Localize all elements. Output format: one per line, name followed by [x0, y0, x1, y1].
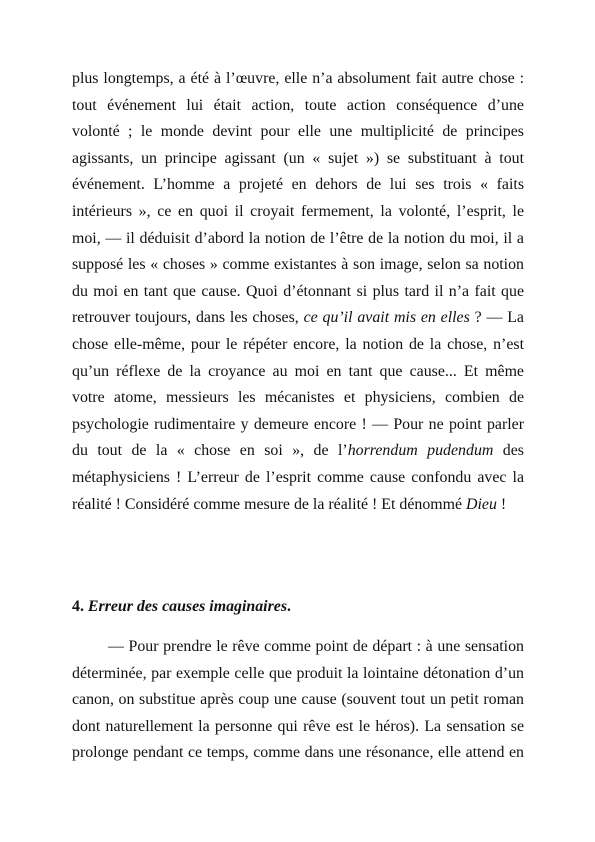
section-number: 4.	[72, 598, 84, 615]
text-line: supposé les « choses » comme existantes à son image, selon sa notion	[72, 256, 524, 274]
text-line	[72, 492, 524, 519]
text-line: canon, on substitue après coup une cause (souvent tout un petit roman	[72, 691, 524, 709]
text-run: du tout de la « chose en soi », de l’	[72, 442, 348, 460]
italic-phrase: ce qu’il avait mis en elles	[303, 309, 470, 327]
text-line: intérieurs », ce en quoi il croyait fermement, la volonté, l’esprit, le	[72, 202, 524, 220]
text-run: !	[496, 495, 507, 513]
text-line: volonté ; le monde devint pour elle une multiplicité de principes	[72, 123, 524, 141]
text-line: du moi en tant que cause. Quoi d’étonnant si plus tard il n’a fait que	[72, 282, 524, 300]
section-title: Erreur des causes imaginaires	[87, 598, 288, 615]
text-line: psychologie rudimentaire y demeure encore ! — Pour ne point parler	[72, 415, 524, 433]
text-run: des	[493, 442, 524, 460]
section-heading-end: .	[287, 598, 291, 615]
italic-phrase: Dieu	[466, 495, 497, 513]
text-line	[72, 438, 524, 465]
section-heading	[72, 594, 291, 621]
italic-phrase: horrendum pudendum	[347, 442, 494, 460]
text-run: ? — La	[469, 309, 524, 327]
text-line: — Pour prendre le rêve comme point de départ : à une sensation	[108, 638, 524, 655]
text-line: chose elle-même, pour le répéter encore, la notion de la chose, n’est	[72, 335, 524, 353]
text-line: dont naturellement la personne qui rêve est le héros). La sensation se	[72, 717, 524, 735]
text-run: retrouver toujours, dans les choses,	[72, 309, 304, 327]
text-line: qu’un réflexe de la croyance au moi en tant que cause... Et même	[72, 362, 524, 380]
text-line: prolonge pendant ce temps, comme dans une résonance, elle attend en	[72, 744, 524, 762]
text-line: déterminée, par exemple celle que produit la lointaine détonation d’un	[72, 664, 524, 682]
text-line: moi, — il déduisit d’abord la notion de l’être de la notion du moi, il a	[72, 229, 524, 247]
paragraph-dream	[72, 634, 524, 767]
text-line: votre atome, messieurs les mécanistes et physiciens, combien de	[72, 389, 524, 407]
text-run: réalité ! Considéré comme mesure de la réalité ! Et dénommé	[72, 495, 467, 513]
text-line: plus longtemps, a été à l’œuvre, elle n’a absolument fait autre chose :	[72, 70, 524, 87]
text-line: tout événement lui était action, toute action conséquence d’une	[72, 96, 524, 114]
text-line: agissants, un principe agissant (un « sujet ») se substituant à tout	[72, 149, 524, 167]
text-line: métaphysiciens ! L’erreur de l’esprit comme cause confondu avec la	[72, 468, 524, 486]
text-line	[72, 305, 524, 332]
paragraph-causality	[72, 66, 524, 518]
text-line: événement. L’homme a projeté en dehors de lui ses trois « faits	[72, 176, 524, 194]
